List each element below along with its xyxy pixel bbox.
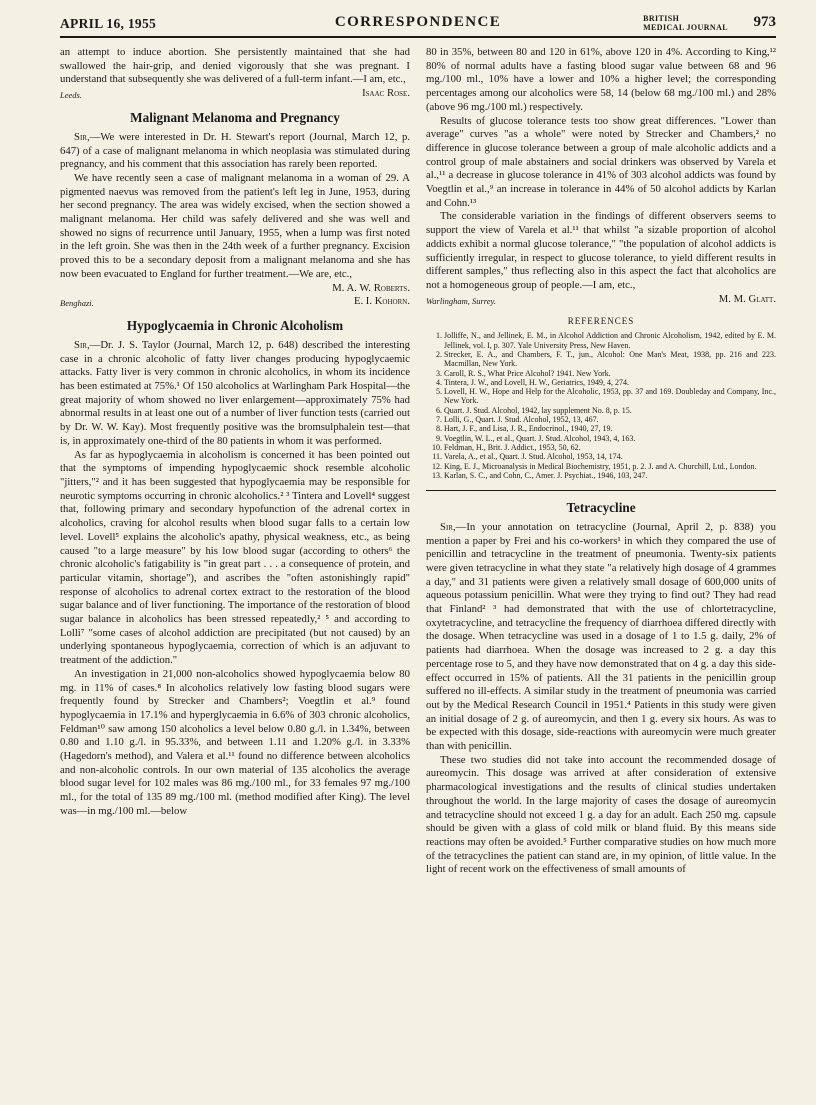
hypo-paragraph-2: As far as hypoglycaemia in alcoholism is concerned it has been pointed out that the symptoms of impending hypoglycaemic shock resemble alcoholic "jitters,"² and it has been suggested that hypoglycaemia may be responsible for neurotic symptoms occurring in chronic alcoholics.² ³ Tintera and Lovell⁴ suggest that, following primary and secondary hypofunction of the adrenal cortex in alcoholics, craving for alcohol results when blood sugar falls to a certain low level. Lovell⁵ explains the alcoholic's apathy, physical weakness, etc., as being caused "to a large measure" by his low blood sugar (according to others⁶ the chronic alcoholic's fatigability is "in great part . . . a consequence of protein, and particular vitamin, shortage"), and ascribes the "often astonishingly rapid" response of alcoholics to adrenal cortex extract to the restoration of the blood sugar balance and of liver functioning. The importance of the restoration of blood sugar balance in alcoholics has been stressed repeatedly,² ⁵ and according to Lolli⁷ "some cases of alcohol addiction are precipitated (but not caused) by an underlying spontaneous hypoglycaemia, correction of which is an adjuvant to treatment of the addiction." <box>60 448 410 667</box>
reference-item: 12. King, E. J., Microanalysis in Medical Biochemistry, 1951, p. 2. J. and A. Churchill, Ltd., London. <box>444 462 776 471</box>
hypo-place: Warlingham, Surrey. <box>426 295 496 306</box>
right-column <box>426 46 776 877</box>
reference-item: 5. Lovell, H. W., Hope and Help for the Alcoholic, 1953, pp. 37 and 169. Doubleday and Company, Inc., New York. <box>444 387 776 406</box>
rose-signoff <box>60 87 410 101</box>
reference-item: 11. Varela, A., et al., Quart. J. Stud. Alcohol, 1953, 14, 174. <box>444 452 776 461</box>
melanoma-signature-2: E. I. Kohorn. <box>353 295 410 308</box>
tetra-salutation: Sir, <box>440 520 456 533</box>
reference-item: 7. Lolli, G., Quart. J. Stud. Alcohol, 1952, 13, 467. <box>444 415 776 424</box>
reference-item: 10. Feldman, H., Brit. J. Addict., 1953, 50, 62. <box>444 443 776 452</box>
melanoma-salutation: Sir, <box>74 130 90 143</box>
page-header <box>60 6 776 38</box>
tetracycline-heading: Tetracycline <box>566 500 636 516</box>
hypo-paragraph-1 <box>60 339 410 449</box>
melanoma-p1-text: —We were interested in Dr. H. Stewart's report (Journal, March 12, p. 647) of a case of malignant melanoma in which neoplasia was stimulated during pregnancy, and his comment that this association has rarely been reported. <box>60 130 410 171</box>
hypo-paragraph-4: 80 in 35%, between 80 and 120 in 61%, above 120 in 4%. According to King,¹² 80% of normal adults have a fasting blood sugar value between 68 and 96 mg./100 ml., 10% have a lower and 10% a higher level; the corresponding percentages among our alcoholics were 58, 14 (below 68 mg./100 ml.) and 28% (above 96 mg./100 ml.) respectively. <box>426 46 776 113</box>
journal-name <box>643 14 728 32</box>
tetra-p1-text: —In your annotation on tetracycline (Journal, April 2, p. 838) you mention a paper by Frei and his co-workers¹ in which they compared the use of penicillin and tetracycline in the treatment of pneumonia. Twenty-six patients were given tetracycline in what they state "a relatively high dosage of 4 grammes a day," and 31 patients were given a relatively small dosage of 600,000 units of aqueous potassium penicillin. What were they trying to find out? They had read that Finland² ³ had demonstrated that with the use of chlortetracycline, oxytetracycline, and tetracycline the frequency of diarrhoea differed directly with the dosage. When tetracycline was used in a dosage of 1 to 1.5 g. daily, 2% of patients had diarrhoea. When the dosage was increased to 2 g. a day this percentage rose to 5, and they have now demonstrated that on 4 g. a day this side-effect occurred in 15% of patients. All the 31 patients in the penicillin group suffered no ill-effects. A similar study in the treatment of pneumonia was carried out by the Medical Research Council in 1951.⁴ Patients in this study were given an initial dosage of 2 g. of aureomycin, and then 1 g. every six hours. As was to be expected with this dosage, side-reactions with aureomycin were much greater than with penicillin. <box>426 520 776 753</box>
reference-item: 2. Strecker, E. A., and Chambers, F. T., jun., Alcohol: One Man's Meat, 1938, pp. 216 and 223. Macmillan, New York. <box>444 350 776 369</box>
reference-item: 1. Jolliffe, N., and Jellinek, E. M., in Alcohol Addiction and Chronic Alcoholism, 1942, edited by E. M. Jellinek, vol. I, p. 307. Yale University Press, New Haven. <box>444 331 776 350</box>
section-divider <box>426 490 776 491</box>
hypo-paragraph-3: An investigation in 21,000 non-alcoholics showed hypoglycaemia below 80 mg. in 11% of cases.⁸ In alcoholics relatively low fasting blood sugars were frequently found by Strecker and Chambers²; Voegtlin et al.⁹ found hypoglycaemia in 17.1% and hyperglycaemia in 6.6% of 303 chronic alcoholics, Feldman¹⁰ saw among 150 alcoholics a level below 0.80 g./l. in 1.34%, between 0.80 and 1.10 g./l. in 95.33%, and between 1.11 and 1.20% g./l. in 3.33% (Hagedorn's method), and Valera et al.¹¹ found no difference between alcoholics and non-alcoholic controls. In our own material of 135 alcoholics the average blood sugar level for 102 males was 86 mg./100 ml., for 33 females 97 mg./100 ml., for the total of 135 89 mg./100 ml. (method modified after King). The level was—in mg./100 ml.—below <box>60 667 410 817</box>
rose-signature: Isaac Rose. <box>362 87 410 100</box>
references-heading: REFERENCES <box>567 315 635 326</box>
melanoma-signoff <box>60 295 410 309</box>
melanoma-paragraph-1 <box>60 131 410 172</box>
references-list <box>426 331 776 480</box>
reference-item: 9. Voegtlin, W. L., et al., Quart. J. Stud. Alcohol, 1943, 4, 163. <box>444 434 776 443</box>
issue-date: APRIL 16, 1955 <box>60 16 157 31</box>
hypo-paragraph-5: Results of glucose tolerance tests too show great differences. "Lower than average" curves "as a whole" were noted by Strecker and Chambers,² no difference in glucose tolerance between a group of male alcoholic addicts and a control group of male abstainers and social drinkers was observed by Varela et al.,¹¹ a decrease in glucose tolerance in 41% of 303 alcohol addicts was found by Voegtlin et al.,⁹ an increase in tolerance in 44% of 50 alcohol addicts by Karlan and Cohn.¹³ <box>426 114 776 209</box>
section-title: CORRESPONDENCE <box>334 14 502 30</box>
hypo-signoff <box>426 293 776 307</box>
melanoma-signature-1: M. A. W. Roberts. <box>332 281 410 294</box>
reference-item: 4. Tintera, J. W., and Lovell, H. W., Geriatrics, 1949, 4, 274. <box>444 378 776 387</box>
reference-item: 3. Caroll, R. S., What Price Alcohol? 1941. New York. <box>444 369 776 378</box>
melanoma-place: Benghazi. <box>60 298 94 309</box>
reference-item: 6. Quart. J. Stud. Alcohol, 1942, lay supplement No. 8, p. 15. <box>444 406 776 415</box>
reference-item: 8. Hart, J. F., and Lisa, J. R., Endocrinol., 1940, 27, 19. <box>444 424 776 433</box>
hypo-salutation: Sir, <box>74 338 90 351</box>
melanoma-heading: Malignant Melanoma and Pregnancy <box>130 110 340 126</box>
rose-place: Leeds. <box>60 90 82 101</box>
page-number: 973 <box>753 14 776 30</box>
tetra-paragraph-2: These two studies did not take into account the recommended dosage of aureomycin. This dosage was arrived at after consideration of extensive pharmacological investigations and the results of clinical studies undertaken throughout the world. In the large majority of cases the dosage of aureomycin and tetracycline should not exceed 1 g. a day for an adult. Each 250 mg. capsule should be given with a glass of cold milk or bland fluid. By this means side reactions may often be avoided.⁵ Further comparative studies on how much more of the tetracyclines the patient can stand are, in my opinion, of little value. In the light of recent work on the effectiveness of small amounts of <box>426 753 776 876</box>
left-column <box>60 46 410 819</box>
hypo-paragraph-6: The considerable variation in the findings of different observers seems to support the view of Varela et al.¹¹ that whilst "a sizable proportion of alcohol addicts exhibit a normal glucose tolerance," "the population of alcohol addicts is sufficiently irregular, in respect to glucose tolerance, to yield different results in different samples," thus reflecting also in this aspect the fact that alcoholics are not a homogeneous group of people.—I am, etc., <box>426 210 776 291</box>
journal-name-line2: MEDICAL JOURNAL <box>643 23 728 32</box>
melanoma-paragraph-2: We have recently seen a case of malignant melanoma in a woman of 29. A pigmented naevus was removed from the patient's left leg in June, 1953, during her second pregnancy. The area was widely excised, when the section showed a malignant melanoma. Her child was safely delivered and she was well and showed no signs of recurrence until January, 1955, when a lump was first noted in the left groin. She was then in the 24th week of a further pregnancy. Excision proved this to be a secondary deposit from a malignant melanoma and she has now been evacuated to England for further treatment.—We are, etc., <box>60 171 410 280</box>
hypo-p1-text: —Dr. J. S. Taylor (Journal, March 12, p. 648) described the interesting case in a chronic alcoholic of fatty liver changes producing hypoglycaemic attacks. Fatty liver is very common in chronic alcoholics, in whom its incidence has been estimated at 75%.¹ Of 150 alcoholics at Warlingham Park Hospital—the great majority of whom showed no liver enlargement—approximately 75% had abnormal results in at least one out of a number of liver function tests (carried out by Dr. W. W. Kay). Most frequently positive was the bromsulphalein test—that is, in approximately one-third of the 80 patients in whom it was performed. <box>60 338 410 447</box>
hypo-heading: Hypoglycaemia in Chronic Alcoholism <box>126 318 344 334</box>
rose-letter-text: an attempt to induce abortion. She persistently maintained that she had swallowed the hair-grip, and denied vigorously that she was pregnant. I understand that subsequently she was delivered of a full-term infant.—I am, etc., <box>60 46 410 86</box>
tetra-paragraph-1 <box>426 521 776 754</box>
reference-item: 13. Karlan, S. C., and Cohn, C., Amer. J. Psychiat., 1946, 103, 247. <box>444 471 776 480</box>
journal-name-line1: BRITISH <box>643 14 680 23</box>
hypo-signature: M. M. Glatt. <box>718 292 776 305</box>
